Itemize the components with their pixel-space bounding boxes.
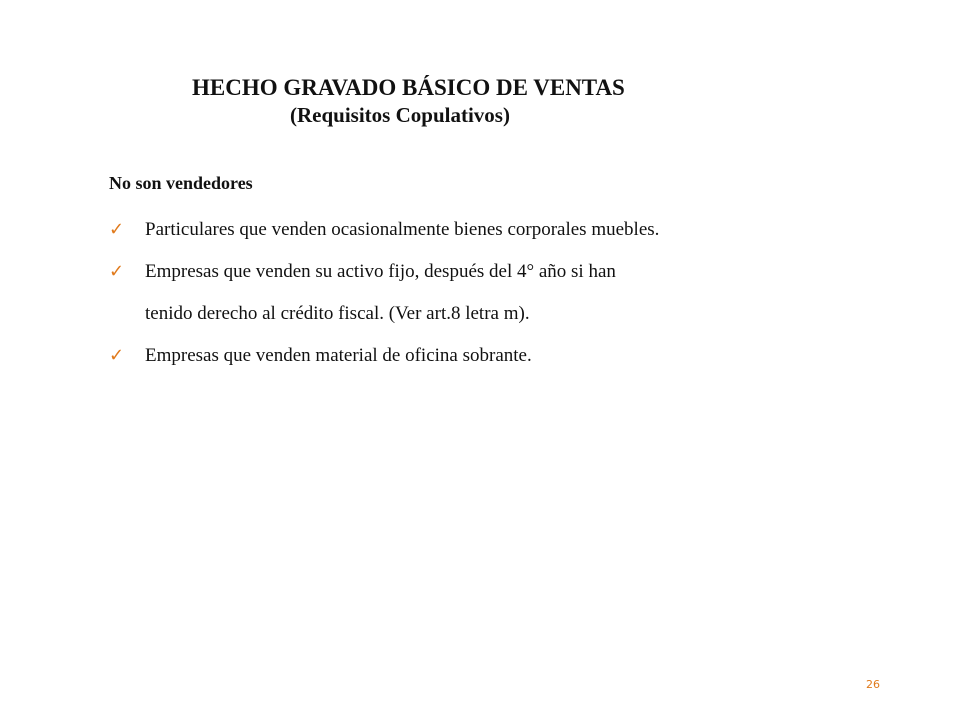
list-item-text: Particulares que venden ocasionalmente bienes corporales muebles.: [145, 219, 660, 240]
slide-title: HECHO GRAVADO BÁSICO DE VENTAS: [192, 75, 625, 100]
check-icon: ✓: [109, 219, 125, 240]
section-heading: No son vendedores: [109, 173, 253, 193]
bullet-list: [109, 209, 799, 377]
list-item-text: [145, 251, 799, 335]
check-icon: ✓: [109, 261, 125, 282]
check-icon: ✓: [109, 345, 125, 366]
page-number: 26: [866, 678, 880, 691]
list-item: [109, 209, 799, 251]
slide-subtitle: (Requisitos Copulativos): [290, 103, 510, 127]
list-item: [109, 251, 799, 335]
list-item-line: Empresas que venden su activo fijo, después del 4° año si han: [145, 261, 616, 282]
list-item-line: tenido derecho al crédito fiscal. (Ver art.8 letra m).: [145, 303, 530, 324]
list-item: [109, 335, 799, 377]
list-item-text: Empresas que venden material de oficina sobrante.: [145, 345, 532, 366]
